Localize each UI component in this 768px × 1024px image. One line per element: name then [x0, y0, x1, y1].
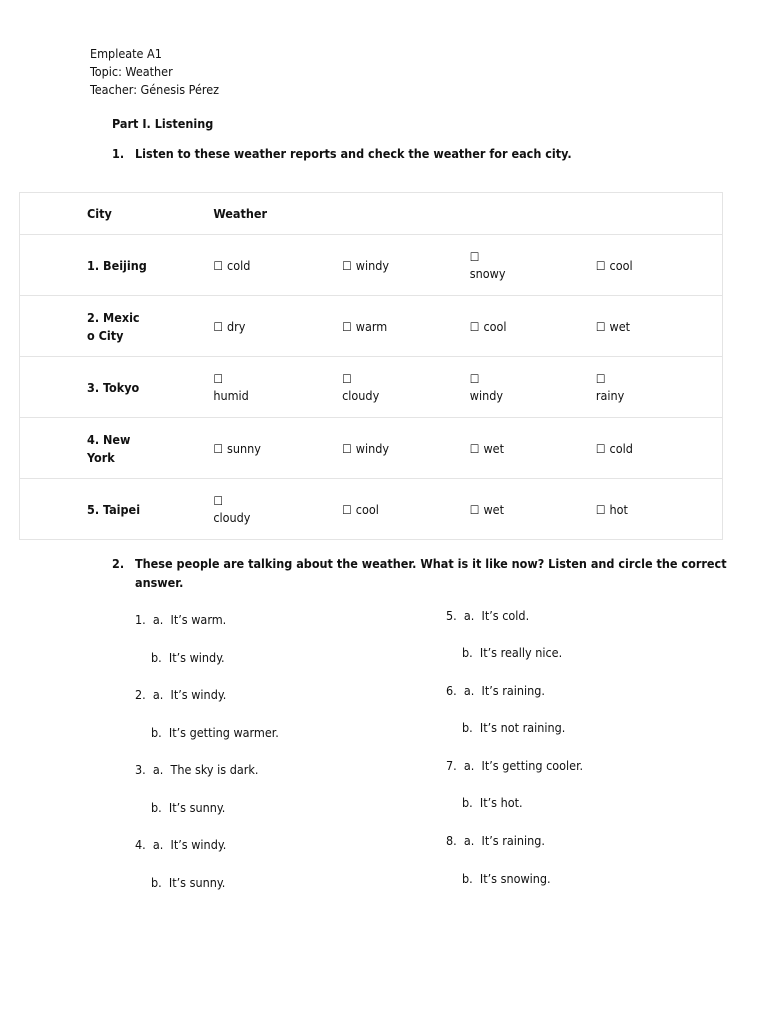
- option-label: wet: [483, 440, 505, 456]
- weather-option[interactable]: [596, 418, 723, 479]
- weather-option[interactable]: [213, 418, 342, 479]
- weather-option[interactable]: [213, 235, 342, 296]
- option-label: cool: [483, 318, 507, 334]
- question-6-option-a: 6. a. It’s raining.: [446, 683, 545, 698]
- weather-table: [19, 192, 723, 540]
- question-3-option-b: b. It’s sunny.: [151, 800, 226, 815]
- option-label: snowy: [469, 265, 506, 281]
- checkbox-icon[interactable]: ☐: [469, 371, 480, 386]
- option-label: cloudy: [213, 509, 251, 525]
- city-cell: [20, 296, 214, 357]
- checkbox-icon[interactable]: ☐: [342, 441, 352, 456]
- option-label: windy: [355, 257, 390, 273]
- city-cell: [20, 235, 214, 296]
- question-number: 4.: [135, 837, 146, 852]
- weather-option[interactable]: [470, 296, 596, 357]
- question-3-option-a: 3. a. The sky is dark.: [135, 762, 259, 777]
- question-8-option-b: b. It’s snowing.: [462, 871, 551, 886]
- option-label: warm: [355, 318, 388, 334]
- weather-option[interactable]: [342, 418, 470, 479]
- header-course: Empleate A1: [90, 46, 162, 61]
- city-name-continued: York: [87, 449, 115, 465]
- checkbox-icon[interactable]: ☐: [213, 258, 224, 273]
- option-label: cool: [355, 501, 379, 517]
- question-number: 6.: [446, 683, 457, 698]
- option-label: windy: [355, 440, 390, 456]
- question-4-option-a: 4. a. It’s windy.: [135, 837, 227, 852]
- option-label: cold: [609, 440, 633, 456]
- checkbox-icon[interactable]: ☐: [469, 441, 480, 456]
- weather-option[interactable]: [213, 357, 342, 418]
- weather-option[interactable]: [596, 235, 723, 296]
- question-6-option-b: b. It’s not raining.: [462, 720, 566, 735]
- checkbox-icon[interactable]: ☐: [342, 502, 352, 517]
- weather-option[interactable]: [470, 479, 596, 540]
- table-row: [20, 357, 723, 418]
- question-1-option-b: b. It’s windy.: [151, 650, 225, 665]
- weather-column-header: Weather: [213, 206, 268, 221]
- header-teacher: Teacher: Génesis Pérez: [90, 82, 220, 97]
- question-number: 7.: [446, 758, 457, 773]
- question-number: 5.: [446, 608, 457, 623]
- question-8-option-a: 8. a. It’s raining.: [446, 833, 545, 848]
- question-number: 1.: [135, 612, 146, 627]
- weather-option[interactable]: [470, 418, 596, 479]
- question-7-option-a: 7. a. It’s getting cooler.: [446, 758, 584, 773]
- checkbox-icon[interactable]: ☐: [595, 319, 606, 334]
- option-label: wet: [609, 318, 631, 334]
- checkbox-icon[interactable]: ☐: [213, 319, 224, 334]
- city-cell: [20, 418, 214, 479]
- city-name: 5. Taipei: [87, 501, 141, 517]
- checkbox-icon[interactable]: ☐: [213, 441, 224, 456]
- checkbox-icon[interactable]: ☐: [595, 258, 606, 273]
- checkbox-icon[interactable]: ☐: [213, 371, 224, 386]
- weather-option[interactable]: [213, 296, 342, 357]
- part1-instruction: Listen to these weather reports and check the weather for each city.: [135, 146, 572, 161]
- checkbox-icon[interactable]: ☐: [595, 441, 606, 456]
- part1-instruction-number: 1.: [112, 146, 125, 161]
- question-number: 3.: [135, 762, 146, 777]
- table-row: [20, 418, 723, 479]
- city-name: 3. Tokyo: [87, 379, 140, 395]
- part1-title: Part I. Listening: [112, 116, 214, 131]
- weather-option[interactable]: [470, 357, 596, 418]
- checkbox-icon[interactable]: ☐: [595, 502, 606, 517]
- checkbox-icon[interactable]: ☐: [469, 319, 480, 334]
- weather-option[interactable]: [342, 479, 470, 540]
- city-name: 4. New: [87, 431, 131, 447]
- table-row: [20, 235, 723, 296]
- weather-option[interactable]: [596, 357, 723, 418]
- option-label: windy: [469, 387, 504, 403]
- weather-option[interactable]: [596, 479, 723, 540]
- question-number: 8.: [446, 833, 457, 848]
- city-name-continued: o City: [87, 327, 124, 343]
- question-7-option-b: b. It’s hot.: [462, 795, 523, 810]
- city-column-header: City: [87, 206, 112, 221]
- table-row: [20, 296, 723, 357]
- weather-option[interactable]: [596, 296, 723, 357]
- weather-option[interactable]: [342, 235, 470, 296]
- city-name: 1. Beijing: [87, 257, 147, 273]
- question-5-option-b: b. It’s really nice.: [462, 645, 563, 660]
- part2-instruction-number: 2.: [112, 556, 125, 571]
- question-2-option-a: 2. a. It’s windy.: [135, 687, 227, 702]
- checkbox-icon[interactable]: ☐: [595, 371, 606, 386]
- weather-option[interactable]: [470, 235, 596, 296]
- checkbox-icon[interactable]: ☐: [469, 249, 480, 264]
- question-5-option-a: 5. a. It’s cold.: [446, 608, 530, 623]
- option-label: rainy: [595, 387, 625, 403]
- option-label: hot: [609, 501, 628, 517]
- weather-option[interactable]: [342, 357, 470, 418]
- question-2-option-b: b. It’s getting warmer.: [151, 725, 279, 740]
- option-label: wet: [483, 501, 505, 517]
- weather-option[interactable]: [342, 296, 470, 357]
- city-name: 2. Mexic: [87, 309, 140, 325]
- checkbox-icon[interactable]: ☐: [342, 258, 352, 273]
- header-topic: Topic: Weather: [90, 64, 173, 79]
- question-number: 2.: [135, 687, 146, 702]
- weather-option[interactable]: [213, 479, 342, 540]
- question-4-option-b: b. It’s sunny.: [151, 875, 226, 890]
- checkbox-icon[interactable]: ☐: [213, 493, 224, 508]
- part2-instruction: These people are talking about the weather. What is it like now? Listen and circle the correct: [135, 556, 727, 571]
- city-cell: [20, 357, 214, 418]
- option-label: cold: [227, 257, 251, 273]
- part2-instruction-continued: answer.: [135, 575, 184, 590]
- question-1-option-a: 1. a. It’s warm.: [135, 612, 227, 627]
- option-label: cool: [609, 257, 633, 273]
- city-cell: [20, 479, 214, 540]
- option-label: cloudy: [342, 387, 380, 403]
- table-row: [20, 479, 723, 540]
- table-header-row: [20, 193, 723, 235]
- option-label: sunny: [227, 440, 261, 456]
- option-label: humid: [213, 387, 249, 403]
- option-label: dry: [227, 318, 246, 334]
- checkbox-icon[interactable]: ☐: [342, 371, 352, 386]
- checkbox-icon[interactable]: ☐: [342, 319, 352, 334]
- checkbox-icon[interactable]: ☐: [469, 502, 480, 517]
